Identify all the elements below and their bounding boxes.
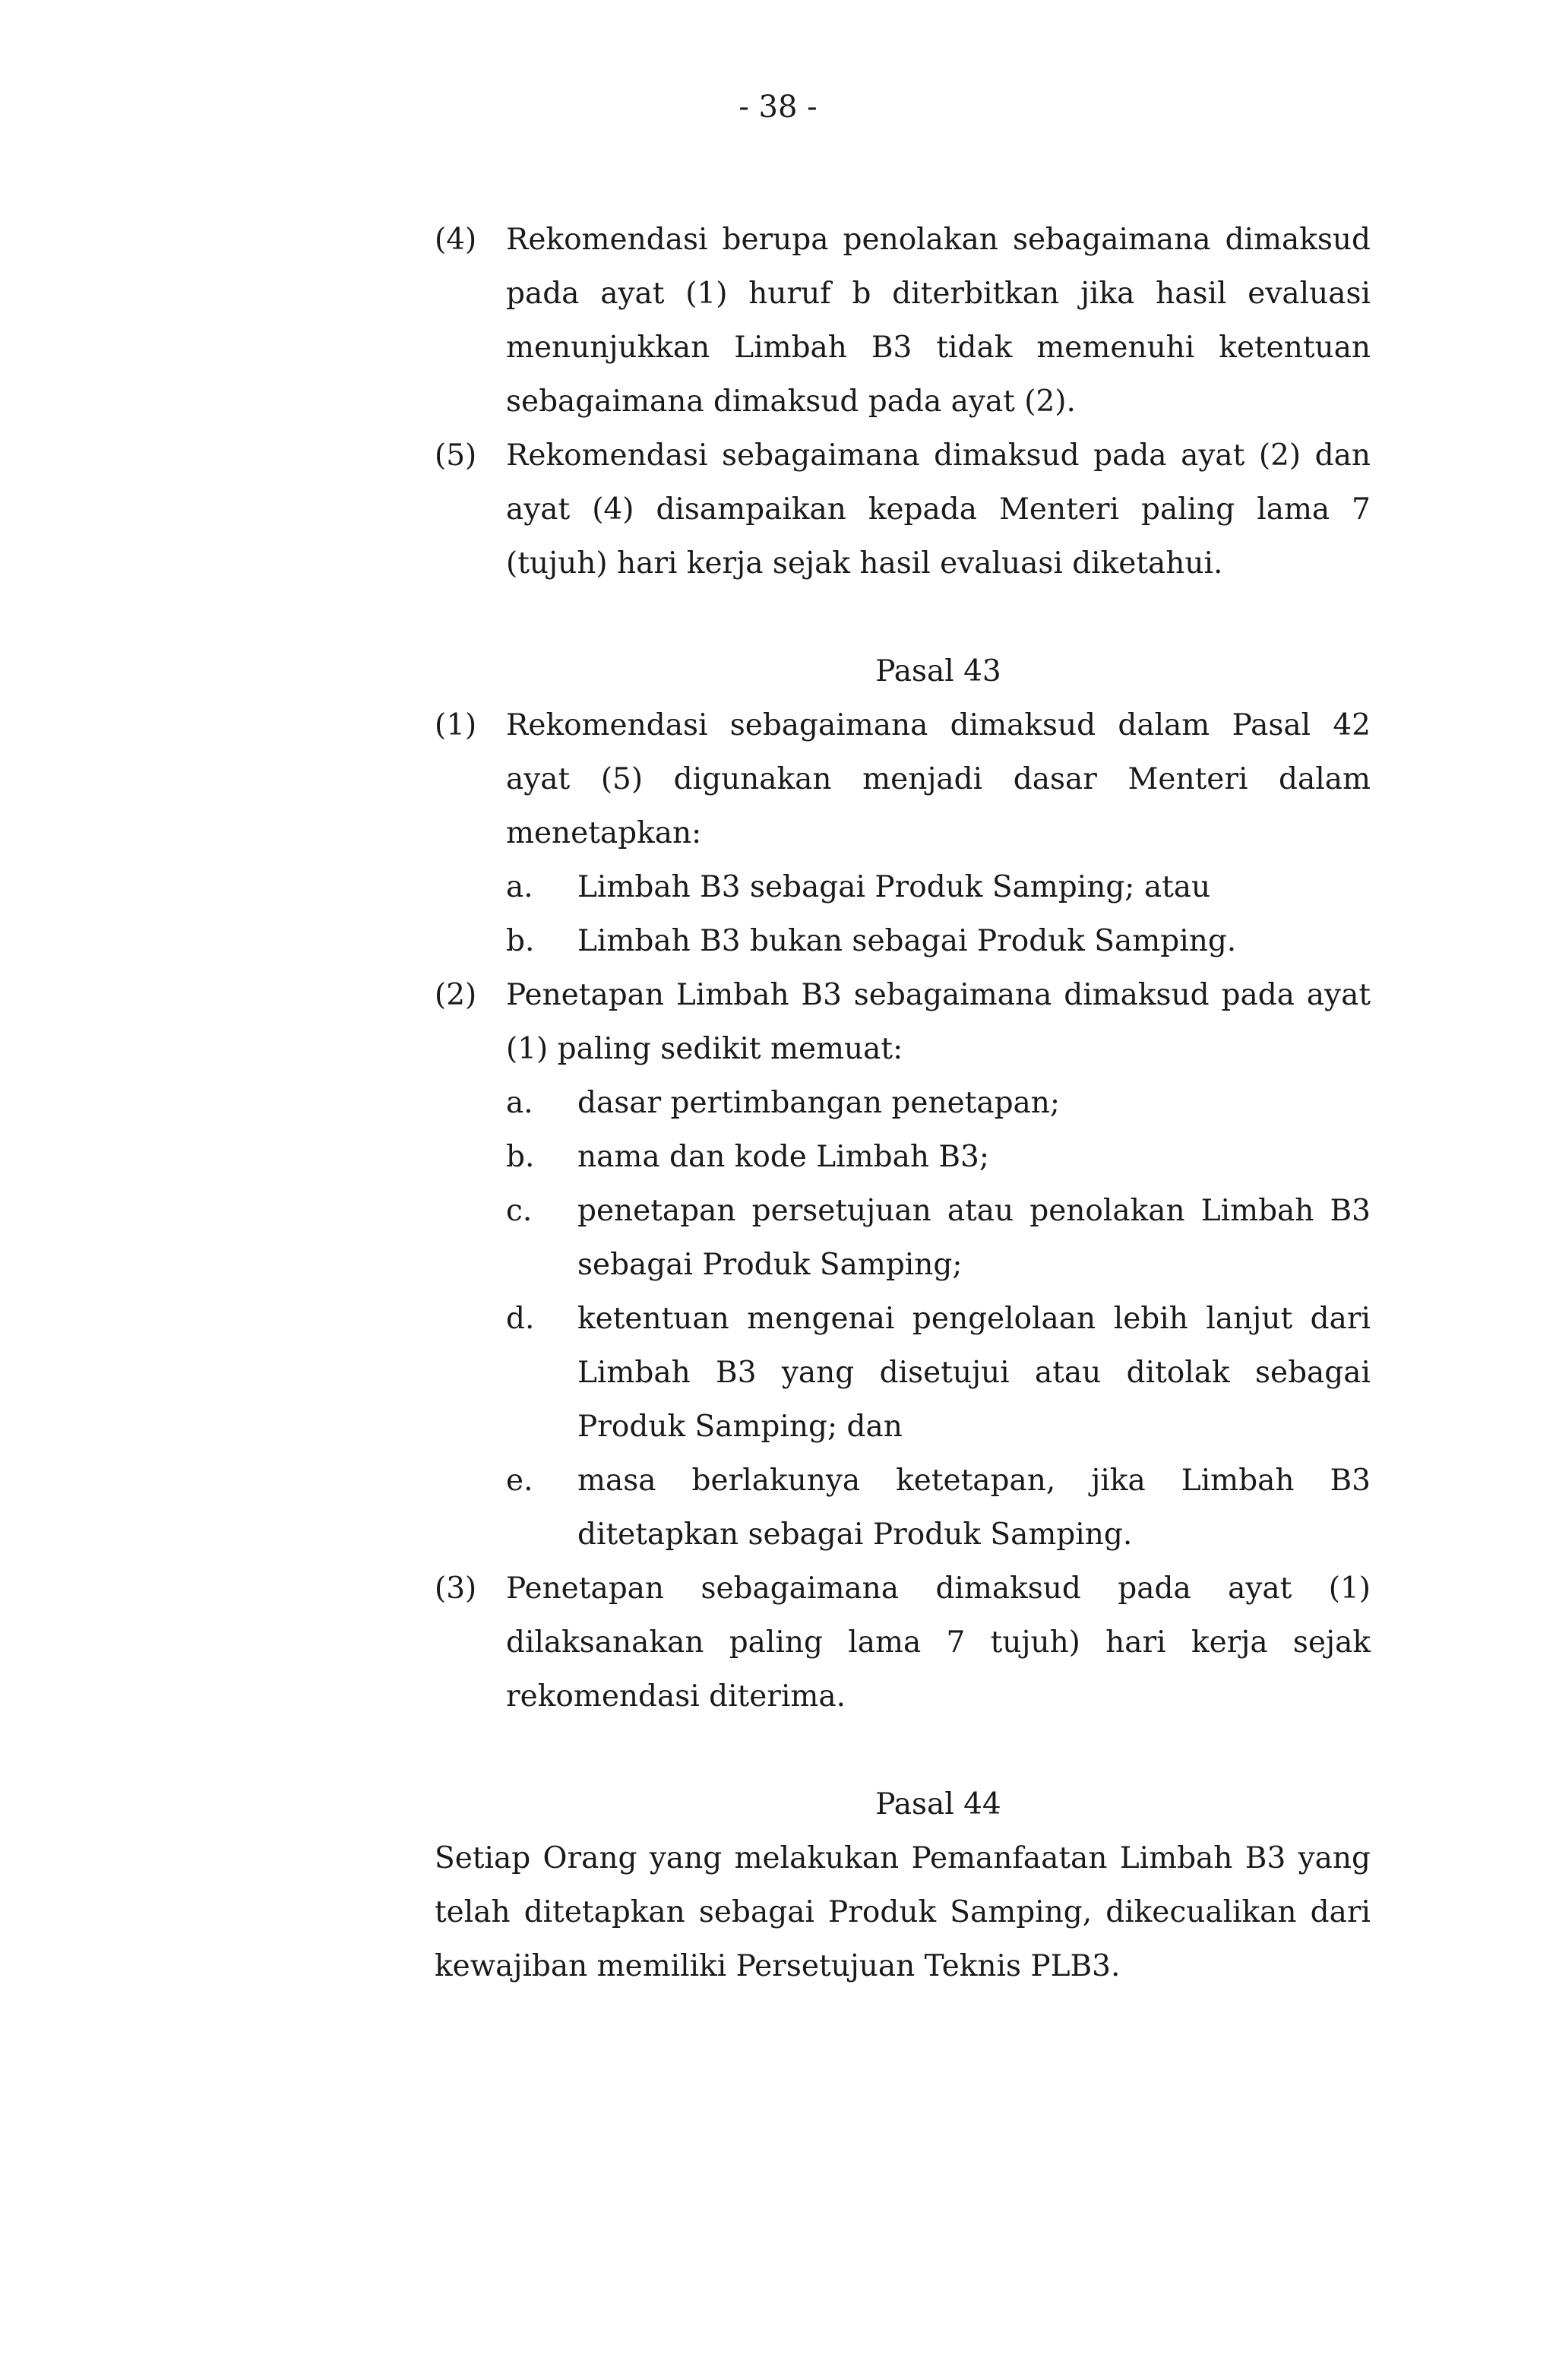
sub-letter: b. (506, 924, 535, 958)
sub-letter: a. (506, 870, 533, 904)
sub-item (506, 1454, 1371, 1562)
sub-text: masa berlakunya ketetapan, jika Limbah B3 ditetapkan sebagai Produk Samping. (577, 1464, 1371, 1552)
sub-text: nama dan kode Limbah B3; (577, 1140, 989, 1174)
sub-letter: d. (506, 1302, 535, 1336)
pasal-43-ayat-3 (435, 1562, 1371, 1723)
sub-letter: a. (506, 1086, 533, 1120)
ayat-number: (3) (435, 1571, 477, 1606)
ayat-text: Penetapan Limbah B3 sebagaimana dimaksud pada ayat (1) paling sedikit memuat: (506, 978, 1371, 1066)
sub-item (506, 1130, 1371, 1184)
sub-text: ketentuan mengenai pengelolaan lebih lanjut dari Limbah B3 yang disetujui atau ditolak sebagai Produk Samping; dan (577, 1302, 1371, 1444)
sub-item (506, 860, 1371, 914)
pasal-43-ayat-1 (435, 698, 1371, 968)
ayat-number: (2) (435, 978, 477, 1012)
ayat-text: Rekomendasi sebagaimana dimaksud dalam Pasal 42 ayat (5) digunakan menjadi dasar Menteri dalam menetapkan: (506, 708, 1371, 850)
ayat-4 (435, 213, 1371, 429)
pasal-43-heading: Pasal 43 (875, 654, 1001, 688)
sub-item (506, 914, 1371, 968)
document-body (435, 213, 1371, 1993)
sub-text: Limbah B3 sebagai Produk Samping; atau (577, 870, 1211, 904)
sub-item (506, 1076, 1371, 1130)
ayat-number: (4) (435, 223, 477, 257)
page-number: - 38 - (738, 90, 818, 125)
sub-text: Limbah B3 bukan sebagai Produk Samping. (577, 924, 1237, 958)
ayat-text: Rekomendasi sebagaimana dimaksud pada ayat (2) dan ayat (4) disampaikan kepada Menteri paling lama 7 (tujuh) hari kerja sejak hasil evaluasi diketahui. (506, 438, 1371, 581)
pasal-44-text: Setiap Orang yang melakukan Pemanfaatan Limbah B3 yang telah ditetapkan sebagai Produk Samping, dikecualikan dari kewajiban memiliki Persetujuan Teknis PLB3. (435, 1841, 1371, 1983)
pasal-43-ayat-2 (435, 968, 1371, 1562)
sub-text: penetapan persetujuan atau penolakan Limbah B3 sebagai Produk Samping; (577, 1194, 1371, 1282)
ayat-5 (435, 429, 1371, 590)
sub-letter: c. (506, 1194, 533, 1228)
ayat-text: Penetapan sebagaimana dimaksud pada ayat (1) dilaksanakan paling lama 7 tujuh) hari kerja sejak rekomendasi diterima. (506, 1571, 1371, 1714)
ayat-number: (1) (435, 708, 477, 742)
sub-item (506, 1184, 1371, 1292)
ayat-text: Rekomendasi berupa penolakan sebagaimana dimaksud pada ayat (1) huruf b diterbitkan jika hasil evaluasi menunjukkan Limbah B3 tidak memenuhi ketentuan sebagaimana dimaksud pada ayat (2). (506, 223, 1371, 419)
sub-text: dasar pertimbangan penetapan; (577, 1086, 1061, 1120)
sub-letter: b. (506, 1140, 535, 1174)
sub-item (506, 1292, 1371, 1454)
sub-letter: e. (506, 1464, 533, 1498)
ayat-number: (5) (435, 438, 477, 473)
pasal-44-heading: Pasal 44 (875, 1787, 1001, 1821)
